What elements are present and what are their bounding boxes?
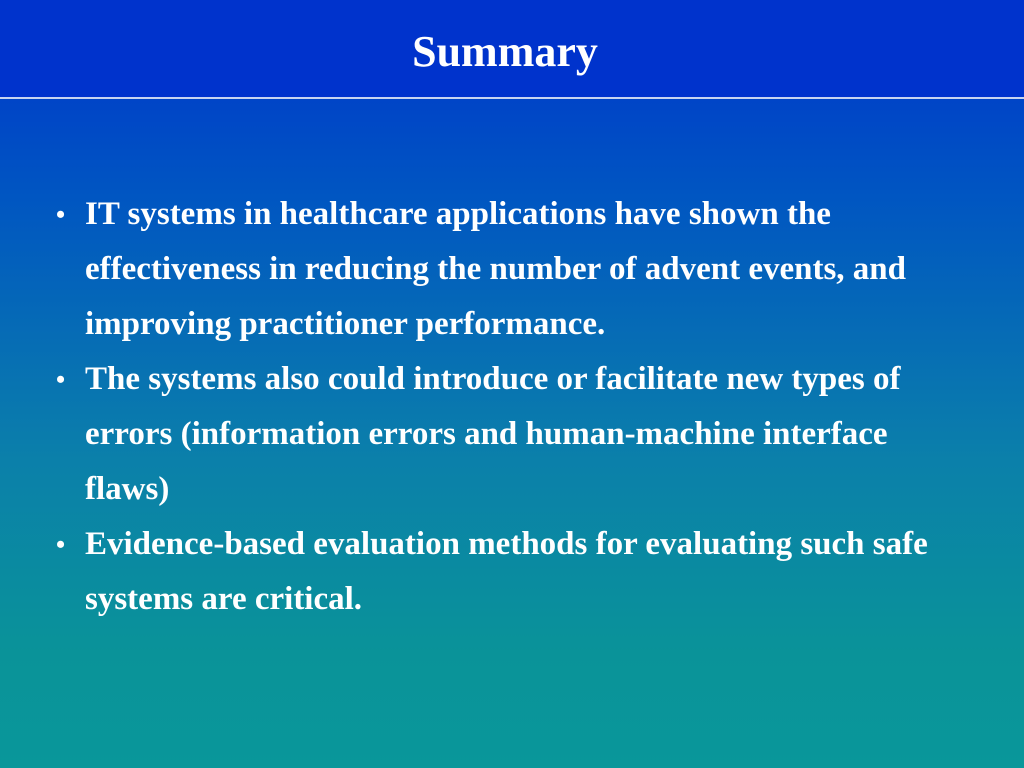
bullet-text: IT systems in healthcare applications have shown the effectiveness in reducing the number of advent events, and improving practitioner performance. — [85, 196, 907, 342]
bullet-text: The systems also could introduce or facilitate new types of errors (information errors and human-machine interface flaws) — [85, 361, 901, 507]
bullet-list — [56, 187, 956, 627]
bullet-item — [56, 517, 956, 627]
bullet-text: Evidence-based evaluation methods for evaluating such safe systems are critical. — [85, 526, 928, 617]
bullet-item — [56, 187, 956, 352]
bullet-icon: • — [56, 200, 66, 229]
title-divider — [0, 97, 1024, 99]
bullet-item — [56, 352, 956, 517]
slide-title: Summary — [412, 27, 598, 76]
bullet-icon: • — [56, 365, 66, 394]
bullet-icon: • — [56, 530, 66, 559]
